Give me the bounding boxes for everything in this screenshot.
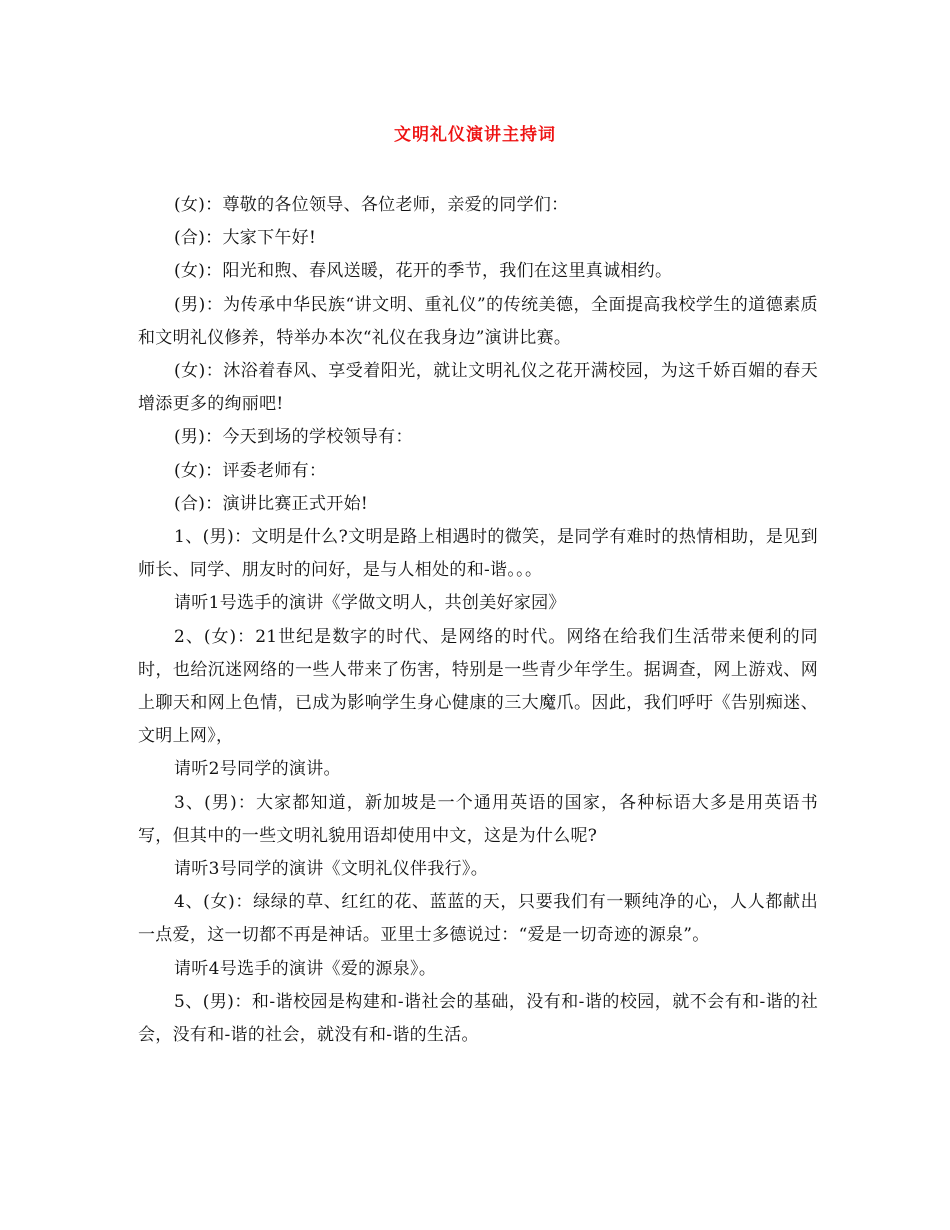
paragraph: 5、(男)：和-谐校园是构建和-谐社会的基础，没有和-谐的校园，就不会有和-谐的社会，没有和-谐的社会，就没有和-谐的生活。	[138, 991, 818, 1046]
paragraph: 4、(女)：绿绿的草、红红的花、蓝蓝的天，只要我们有一颗纯净的心，人人都献出一点爱，这一切都不再是神话。亚里士多德说过：“爱是一切奇迹的源泉”。	[138, 892, 818, 946]
paragraph: (女)：评委老师有：	[174, 460, 327, 481]
paragraph: 请听3号同学的演讲《文明礼仪伴我行》。	[174, 859, 489, 880]
paragraph: (合)：演讲比赛正式开始!	[174, 493, 368, 514]
paragraph: (女)：沐浴着春风、享受着阳光，就让文明礼仪之花开满校园，为这千娇百媚的春天增添更多的绚丽吧!	[138, 361, 818, 415]
paragraph: (女)：阳光和煦、春风送暖，花开的季节，我们在这里真诚相约。	[174, 261, 673, 282]
paragraph: (男)：为传承中华民族“讲文明、重礼仪”的传统美德，全面提高我校学生的道德素质和文明礼仪修养，特举办本次“礼仪在我身边”演讲比赛。	[138, 294, 818, 348]
paragraph: (男)：今天到场的学校领导有：	[174, 427, 413, 448]
paragraph: 请听1号选手的演讲《学做文明人，共创美好家园》	[174, 593, 566, 614]
paragraph: 3、(男)：大家都知道，新加坡是一个通用英语的国家，各种标语大多是用英语书写，但其中的一些文明礼貌用语却使用中文，这是为什么呢?	[138, 792, 818, 846]
paragraph: 请听2号同学的演讲。	[174, 759, 341, 780]
paragraph: (合)：大家下午好!	[174, 228, 317, 249]
document-body	[138, 189, 818, 1052]
document-title: 文明礼仪演讲主持词	[394, 125, 556, 145]
paragraph: 请听4号选手的演讲《爱的源泉》。	[174, 958, 437, 979]
paragraph: 1、(男)：文明是什么?文明是路上相遇时的微笑，是同学有难时的热情相助，是见到师长、同学、朋友时的问好，是与人相处的和-谐。。。	[138, 527, 818, 581]
paragraph: 2、(女)：21世纪是数字的时代、是网络的时代。网络在给我们生活带来便利的同时，也给沉迷网络的一些人带来了伤害，特别是一些青少年学生。据调查，网上游戏、网上聊天和网上色情，已成为影响学生身心健康的三大魔爪。因此，我们呼吁《告别痴迷、文明上网》，	[138, 626, 818, 747]
paragraph: (女)：尊敬的各位领导、各位老师，亲爱的同学们：	[174, 195, 569, 215]
